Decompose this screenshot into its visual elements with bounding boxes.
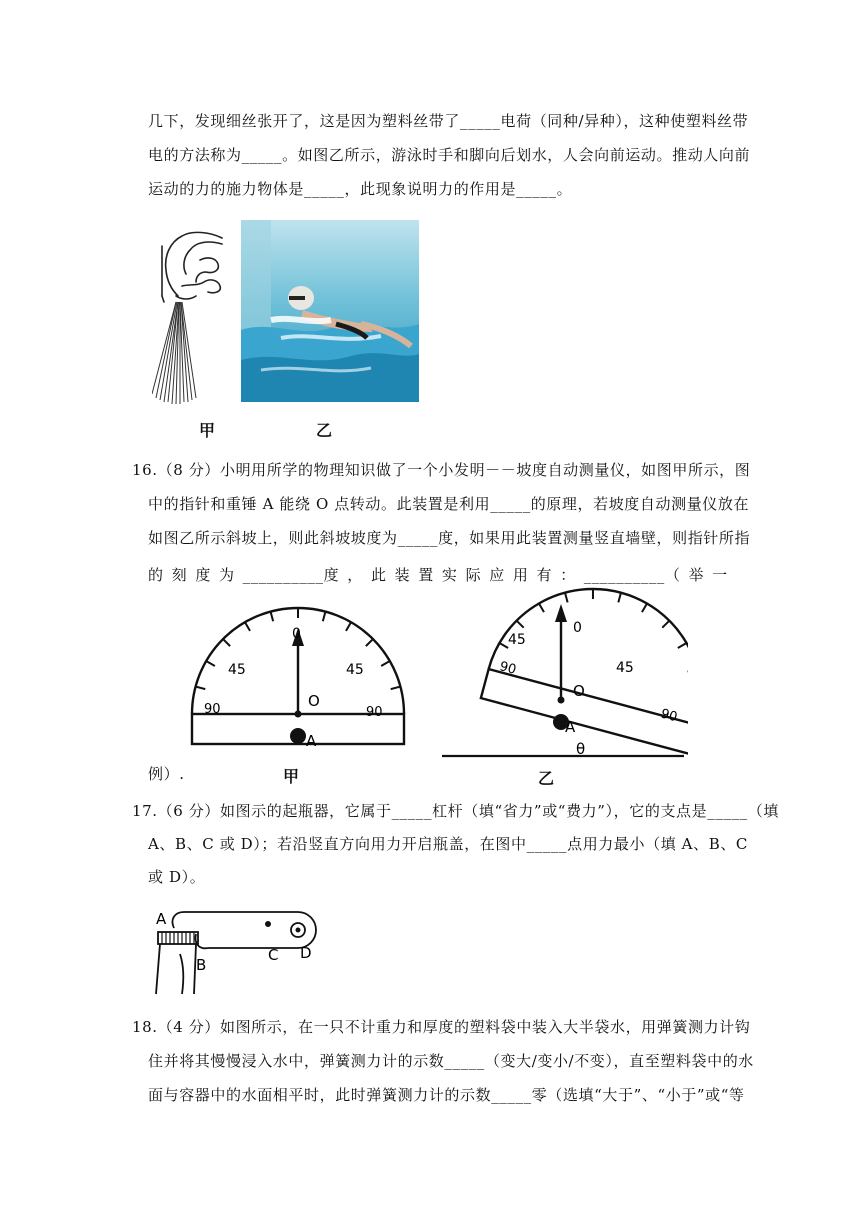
q16-line4-part: 用 [512,566,529,584]
scale-label-90-left: 90 [204,702,221,717]
opener-label-a: A [156,910,167,928]
q16-line-5: 例）. [148,765,185,783]
q16-line4-part: 实 [441,566,458,584]
q16-line4-part: 为 [218,566,235,584]
q18-line-1: 18.（4 分）如图所示，在一只不计重力和厚度的塑料袋中装入大半袋水，用弹簧测力计钩 [132,1018,751,1036]
scale-label-45-left-yi: 45 [508,632,526,648]
slope-meter-figure-yi [438,572,688,772]
q15-line-2: 电的方法称为_____。如图乙所示，游泳时手和脚向后划水，人会向前运动。推动人向前 [148,146,751,164]
point-a-label: A [306,732,317,748]
q16-line4-part: 刻 [171,566,188,584]
point-a-label-yi: A [565,718,576,736]
point-o-label-yi: O [573,682,585,700]
q16-line4-part: 置 [418,566,434,584]
opener-label-c: C [268,946,279,964]
q16-line4-part: 一 [712,566,728,584]
angle-theta-label: θ [576,740,586,758]
q16-line4-part: 此 [370,566,387,584]
q15-figure-label-jia: 甲 [199,421,216,440]
swimmer-photo [241,220,419,402]
hand-plastic-strands-figure [152,226,230,406]
opener-label-b: B [196,956,207,974]
scale-label-90-right: 90 [366,705,383,720]
q15-line-3: 运动的力的施力物体是_____，此现象说明力的作用是_____。 [148,180,573,198]
opener-label-d: D [300,944,312,962]
q16-line4-part: ， [347,566,363,584]
q16-line4-part: 装 [394,566,411,584]
scale-label-90-left-yi: 90 [497,659,518,678]
q17-line-3: 或 D）。 [148,868,206,886]
q16-line4-part: 有 [536,566,553,584]
q16-line4-part: 举 [688,566,705,584]
q16-figure-label-yi: 乙 [538,769,555,788]
q16-line4-part: __________（ [583,566,681,584]
q18-line-2: 住并将其慢慢浸入水中，弹簧测力计的示数_____（变大/变小/不变），直至塑料袋中的水 [148,1052,754,1070]
q17-line-2: A、B、C 或 D）；若沿竖直方向用力开启瓶盖，在图中_____点用力最小（填 A、B、C [148,835,748,853]
point-o-label: O [308,692,320,710]
q15-line-1: 几下，发现细丝张开了，这是因为塑料丝带了_____电荷（同种/异种），这种使塑料丝带 [148,112,749,130]
scale-label-90-right-yi: 90 [659,706,679,726]
q16-line4-part: 的 [148,566,164,584]
q16-figure-label-jia: 甲 [283,767,300,786]
slope-meter-figure-jia [188,580,408,748]
q16-line4-part: 度 [195,566,211,584]
scale-label-zero-yi: 0 [573,620,582,636]
scale-label-45-right-yi: 45 [616,660,634,676]
q17-line-1: 17.（6 分）如图示的起瓶器，它属于_____杠杆（填“省力”或“费力”），它的支点是_____（填 [132,802,779,820]
scale-label-45-left: 45 [228,662,246,678]
bottle-opener-figure [148,902,328,998]
q16-line4-part: __________度 [242,566,340,584]
q16-line4-part: 际 [465,566,482,584]
q16-line4-part: ： [560,566,576,584]
q16-line-3: 如图乙所示斜坡上，则此斜坡坡度为_____度，如果用此装置测量竖直墙壁，则指针所指 [148,529,751,547]
q18-line-3: 面与容器中的水面相平时，此时弹簧测力计的示数_____零（选填“大于”、“小于”或“等 [148,1086,745,1104]
q15-figure-label-yi: 乙 [316,421,333,440]
scale-label-45-right: 45 [346,662,364,678]
scale-label-zero: 0 [292,626,301,642]
q16-line-2: 中的指针和重锤 A 能绕 O 点转动。此装置是利用_____的原理，若坡度自动测量仪放在 [148,495,750,513]
q16-line4-part: 应 [489,566,505,584]
q16-line-1: 16.（8 分）小明用所学的物理知识做了一个小发明－－坡度自动测量仪，如图甲所示，图 [132,461,751,479]
